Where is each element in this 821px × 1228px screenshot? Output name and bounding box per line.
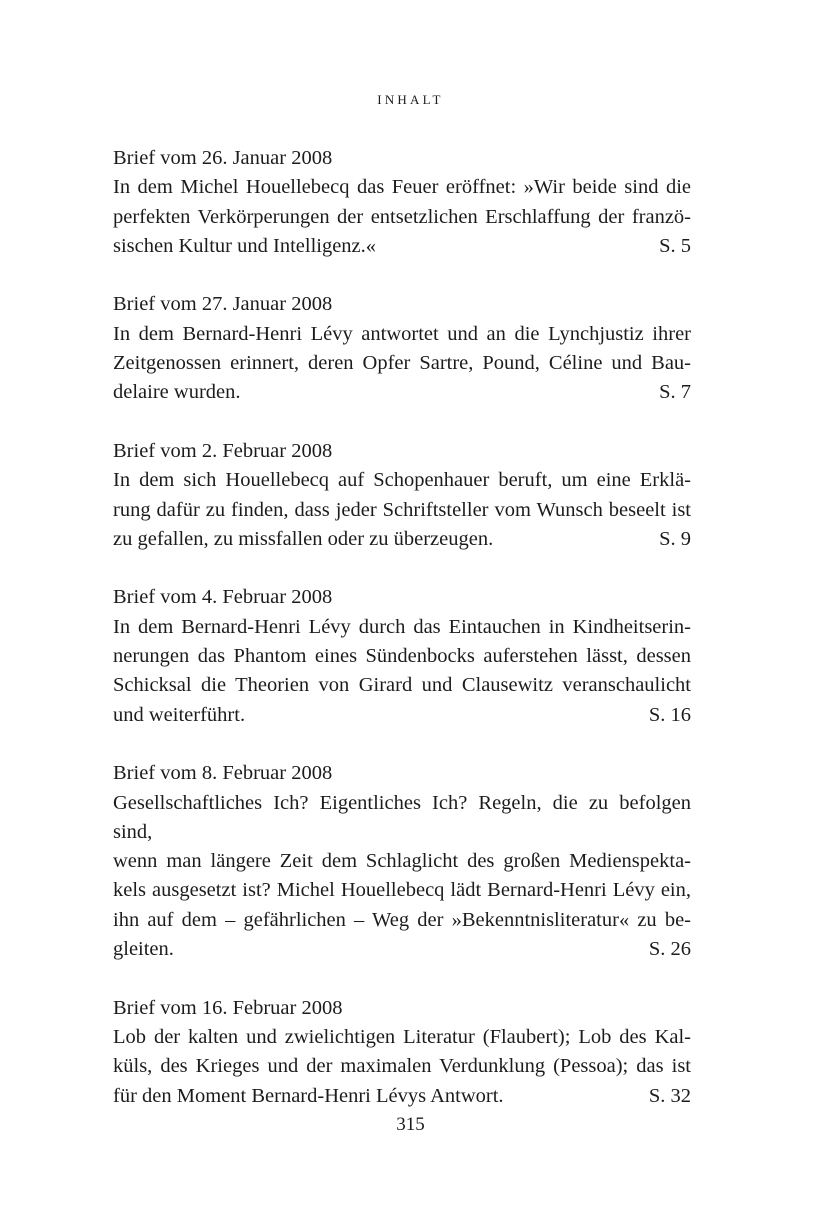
entry-line: sischen Kultur und Intelligenz.«: [113, 234, 377, 257]
entry-line: Zeitgenossen erinnert, deren Opfer Sartre, Pound, Céline und Bau-: [113, 352, 691, 375]
table-of-contents: [113, 144, 691, 1140]
entry-line: In dem Bernard-Henri Lévy durch das Eintauchen in Kindheitserin-: [113, 615, 691, 638]
entry-last-line: [113, 701, 691, 730]
entry-line: kels ausgesetzt ist? Michel Houellebecq lädt Bernard-Henri Lévy ein,: [113, 879, 691, 902]
entry-line: rung dafür zu finden, dass jeder Schriftsteller vom Wunsch beseelt ist: [113, 498, 691, 521]
entry-line: In dem Michel Houellebecq das Feuer eröffnet: »Wir beide sind die: [113, 176, 691, 199]
entry-last-line: [113, 525, 691, 554]
entry-line: ihn auf dem – gefährlichen – Weg der »Bekenntnisliteratur« zu be-: [113, 908, 691, 931]
entry-last-line: [113, 1082, 691, 1111]
entry-line: für den Moment Bernard-Henri Lévys Antwort.: [113, 1084, 504, 1107]
entry-title: Brief vom 27. Januar 2008: [113, 293, 333, 316]
entry-last-line: [113, 935, 691, 964]
entry-line: delaire wurden.: [113, 381, 241, 404]
entry-title: Brief vom 2. Februar 2008: [113, 439, 333, 462]
page-reference: S. 9: [659, 527, 691, 550]
entry-last-line: [113, 232, 691, 261]
entry-line: küls, des Krieges und der maximalen Verdunklung (Pessoa); das ist: [113, 1055, 691, 1078]
entry-title: Brief vom 26. Januar 2008: [113, 147, 333, 169]
entry-line: Lob der kalten und zwielichtigen Literatur (Flaubert); Lob des Kal-: [113, 1025, 691, 1048]
entry-line: wenn man längere Zeit dem Schlaglicht des großen Medienspekta-: [113, 850, 691, 873]
entry-line: Gesellschaftliches Ich? Eigentliches Ich? Regeln, die zu befolgen sind,: [113, 791, 691, 843]
page-number: 315: [396, 1114, 425, 1135]
page-reference: S. 16: [648, 703, 691, 726]
page-reference: S. 26: [648, 938, 691, 961]
entry-line: nerungen das Phantom eines Sündenbocks auferstehen lässt, dessen: [113, 645, 691, 668]
entry-last-line: [113, 378, 691, 407]
toc-entry: [113, 994, 691, 1111]
entry-line: zu gefallen, zu missfallen oder zu überzeugen.: [113, 527, 494, 550]
toc-entry: [113, 583, 691, 729]
entry-line: In dem Bernard-Henri Lévy antwortet und an die Lynchjustiz ihrer: [113, 322, 691, 345]
entry-line: gleiten.: [113, 938, 174, 961]
toc-entry: [113, 144, 691, 261]
page-reference: S. 5: [659, 234, 691, 257]
toc-entry: [113, 437, 691, 554]
entry-title: Brief vom 4. Februar 2008: [113, 586, 333, 609]
toc-entry: [113, 290, 691, 407]
entry-line: Schicksal die Theorien von Girard und Clausewitz veranschaulicht: [113, 674, 691, 697]
entry-line: In dem sich Houellebecq auf Schopenhauer beruft, um eine Erklä-: [113, 469, 691, 492]
entry-line: und weiterführt.: [113, 703, 246, 726]
page-reference: S. 7: [659, 381, 691, 404]
entry-title: Brief vom 16. Februar 2008: [113, 996, 343, 1019]
entry-line: perfekten Verkörperungen der entsetzlichen Erschlaffung der franzö-: [113, 205, 691, 228]
toc-entry: [113, 759, 691, 964]
running-header: INHALT: [377, 92, 444, 107]
page-reference: S. 32: [648, 1084, 691, 1107]
entry-title: Brief vom 8. Februar 2008: [113, 762, 333, 785]
